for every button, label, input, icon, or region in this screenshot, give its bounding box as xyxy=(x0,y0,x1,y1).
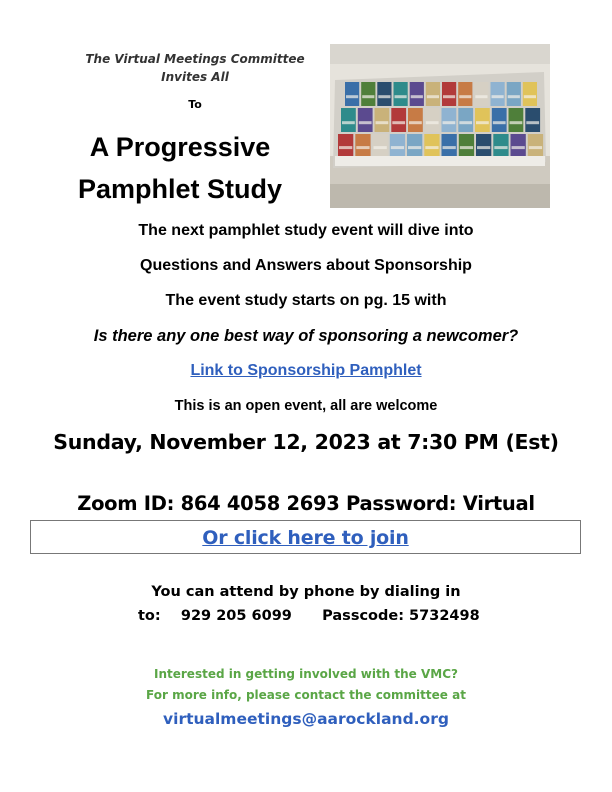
pamphlet-rack-photo xyxy=(330,44,550,208)
pamphlet-shape xyxy=(408,108,423,132)
pamphlet-shape xyxy=(355,134,370,156)
pamphlet-label-band xyxy=(477,146,490,149)
pamphlet-label-band xyxy=(443,146,456,149)
pamphlet-label-band xyxy=(493,121,506,124)
pamphlet-shape xyxy=(390,134,405,156)
pamphlet-label-band xyxy=(492,95,504,98)
pamphlet-label-band xyxy=(426,121,439,124)
pamphlet-label-band xyxy=(378,95,390,98)
pamphlet-label-band xyxy=(512,146,525,149)
join-box xyxy=(30,520,581,554)
pamphlet-shape xyxy=(361,82,375,106)
pamphlet-shape xyxy=(394,82,408,106)
open-event-note: This is an open event, all are welcome xyxy=(174,398,438,414)
pamphlet-label-band xyxy=(356,146,369,149)
pamphlet-shape xyxy=(358,108,373,132)
pamphlet-shape xyxy=(459,134,474,156)
pamphlet-label-band xyxy=(362,95,374,98)
pamphlet-label-band xyxy=(395,95,407,98)
pamphlet-shape xyxy=(341,108,356,132)
committee-invitation xyxy=(60,50,330,86)
join-meeting-link[interactable]: Or click here to join xyxy=(202,527,409,549)
committee-line-2: Invites All xyxy=(161,70,229,84)
pamphlet-shape xyxy=(338,134,353,156)
pamphlet-label-band xyxy=(443,121,456,124)
event-date: Sunday, November 12, 2023 at 7:30 PM (Est) xyxy=(53,430,559,454)
pamphlet-shape xyxy=(507,82,521,106)
page-title xyxy=(30,126,330,210)
pamphlet-label-band xyxy=(459,121,472,124)
pamphlet-shape xyxy=(375,108,390,132)
study-question: Is there any one best way of sponsoring a newcomer? xyxy=(93,327,519,345)
pamphlet-shape xyxy=(511,134,526,156)
pamphlet-label-band xyxy=(459,95,471,98)
pamphlet-label-band xyxy=(508,95,520,98)
pamphlet-shape xyxy=(442,82,456,106)
pamphlet-label-band xyxy=(427,95,439,98)
pamphlet-rack-illustration xyxy=(330,44,550,208)
pamphlet-label-band xyxy=(411,95,423,98)
pamphlet-shape xyxy=(528,134,543,156)
contact-email[interactable]: virtualmeetings@aarockland.org xyxy=(163,710,449,728)
pamphlet-label-band xyxy=(339,146,352,149)
pamphlet-shape xyxy=(442,108,457,132)
pamphlet-shape xyxy=(407,134,422,156)
pamphlet-label-band xyxy=(392,121,405,124)
pamphlet-shape xyxy=(492,108,507,132)
pamphlet-shape xyxy=(426,82,440,106)
intro-line-3: The event study starts on pg. 15 with xyxy=(165,292,447,309)
pamphlet-label-band xyxy=(359,121,372,124)
pamphlet-shape xyxy=(425,108,440,132)
pamphlet-label-band xyxy=(510,121,523,124)
pamphlet-shape xyxy=(345,82,359,106)
pamphlet-label-band xyxy=(476,121,489,124)
pamphlet-label-band xyxy=(342,121,355,124)
pamphlet-label-band xyxy=(408,146,421,149)
intro-line-1: The next pamphlet study event will dive into xyxy=(138,222,474,239)
pamphlet-label-band xyxy=(443,95,455,98)
pamphlet-shape xyxy=(474,82,488,106)
pamphlet-label-band xyxy=(460,146,473,149)
contact-line-1: Interested in getting involved with the VMC? xyxy=(154,667,458,681)
contact-line-2: For more info, please contact the committee at xyxy=(146,688,466,702)
pamphlet-shape xyxy=(377,82,391,106)
pamphlet-shape xyxy=(458,82,472,106)
pamphlet-label-band xyxy=(425,146,438,149)
pamphlet-link-wrapper xyxy=(0,362,612,380)
pamphlet-label-band xyxy=(524,95,536,98)
pamphlet-shape xyxy=(410,82,424,106)
pamphlet-shape xyxy=(493,134,508,156)
pamphlet-shape xyxy=(491,82,505,106)
phone-info-line-2: to: 929 205 6099 Passcode: 5732498 xyxy=(138,608,480,624)
pamphlet-label-band xyxy=(374,146,387,149)
pamphlet-shape xyxy=(475,108,490,132)
pamphlet-shape xyxy=(476,134,491,156)
committee-line-1: The Virtual Meetings Committee xyxy=(85,52,305,66)
pamphlet-shape xyxy=(458,108,473,132)
intro-line-2: Questions and Answers about Sponsorship xyxy=(140,257,472,274)
pamphlet-label-band xyxy=(529,146,542,149)
title-line-2: Pamphlet Study xyxy=(77,174,283,204)
title-line-1: A Progressive xyxy=(89,132,271,162)
pamphlet-shape xyxy=(424,134,439,156)
to-line: To xyxy=(188,98,202,111)
pamphlet-label-band xyxy=(376,121,389,124)
zoom-details: Zoom ID: 864 4058 2693 Password: Virtual xyxy=(77,492,535,515)
pamphlet-label-band xyxy=(526,121,539,124)
pamphlet-label-band xyxy=(475,95,487,98)
pamphlet-shape xyxy=(391,108,406,132)
pamphlet-shape xyxy=(525,108,540,132)
pamphlet-label-band xyxy=(346,95,358,98)
pamphlet-shape xyxy=(442,134,457,156)
pamphlet-shape xyxy=(523,82,537,106)
pamphlet-label-band xyxy=(391,146,404,149)
pamphlet-shape xyxy=(373,134,388,156)
pamphlet-label-band xyxy=(409,121,422,124)
phone-info-line-1: You can attend by phone by dialing in xyxy=(151,584,461,600)
sponsorship-pamphlet-link[interactable]: Link to Sponsorship Pamphlet xyxy=(190,362,422,379)
pamphlet-label-band xyxy=(494,146,507,149)
pamphlet-shape xyxy=(509,108,524,132)
